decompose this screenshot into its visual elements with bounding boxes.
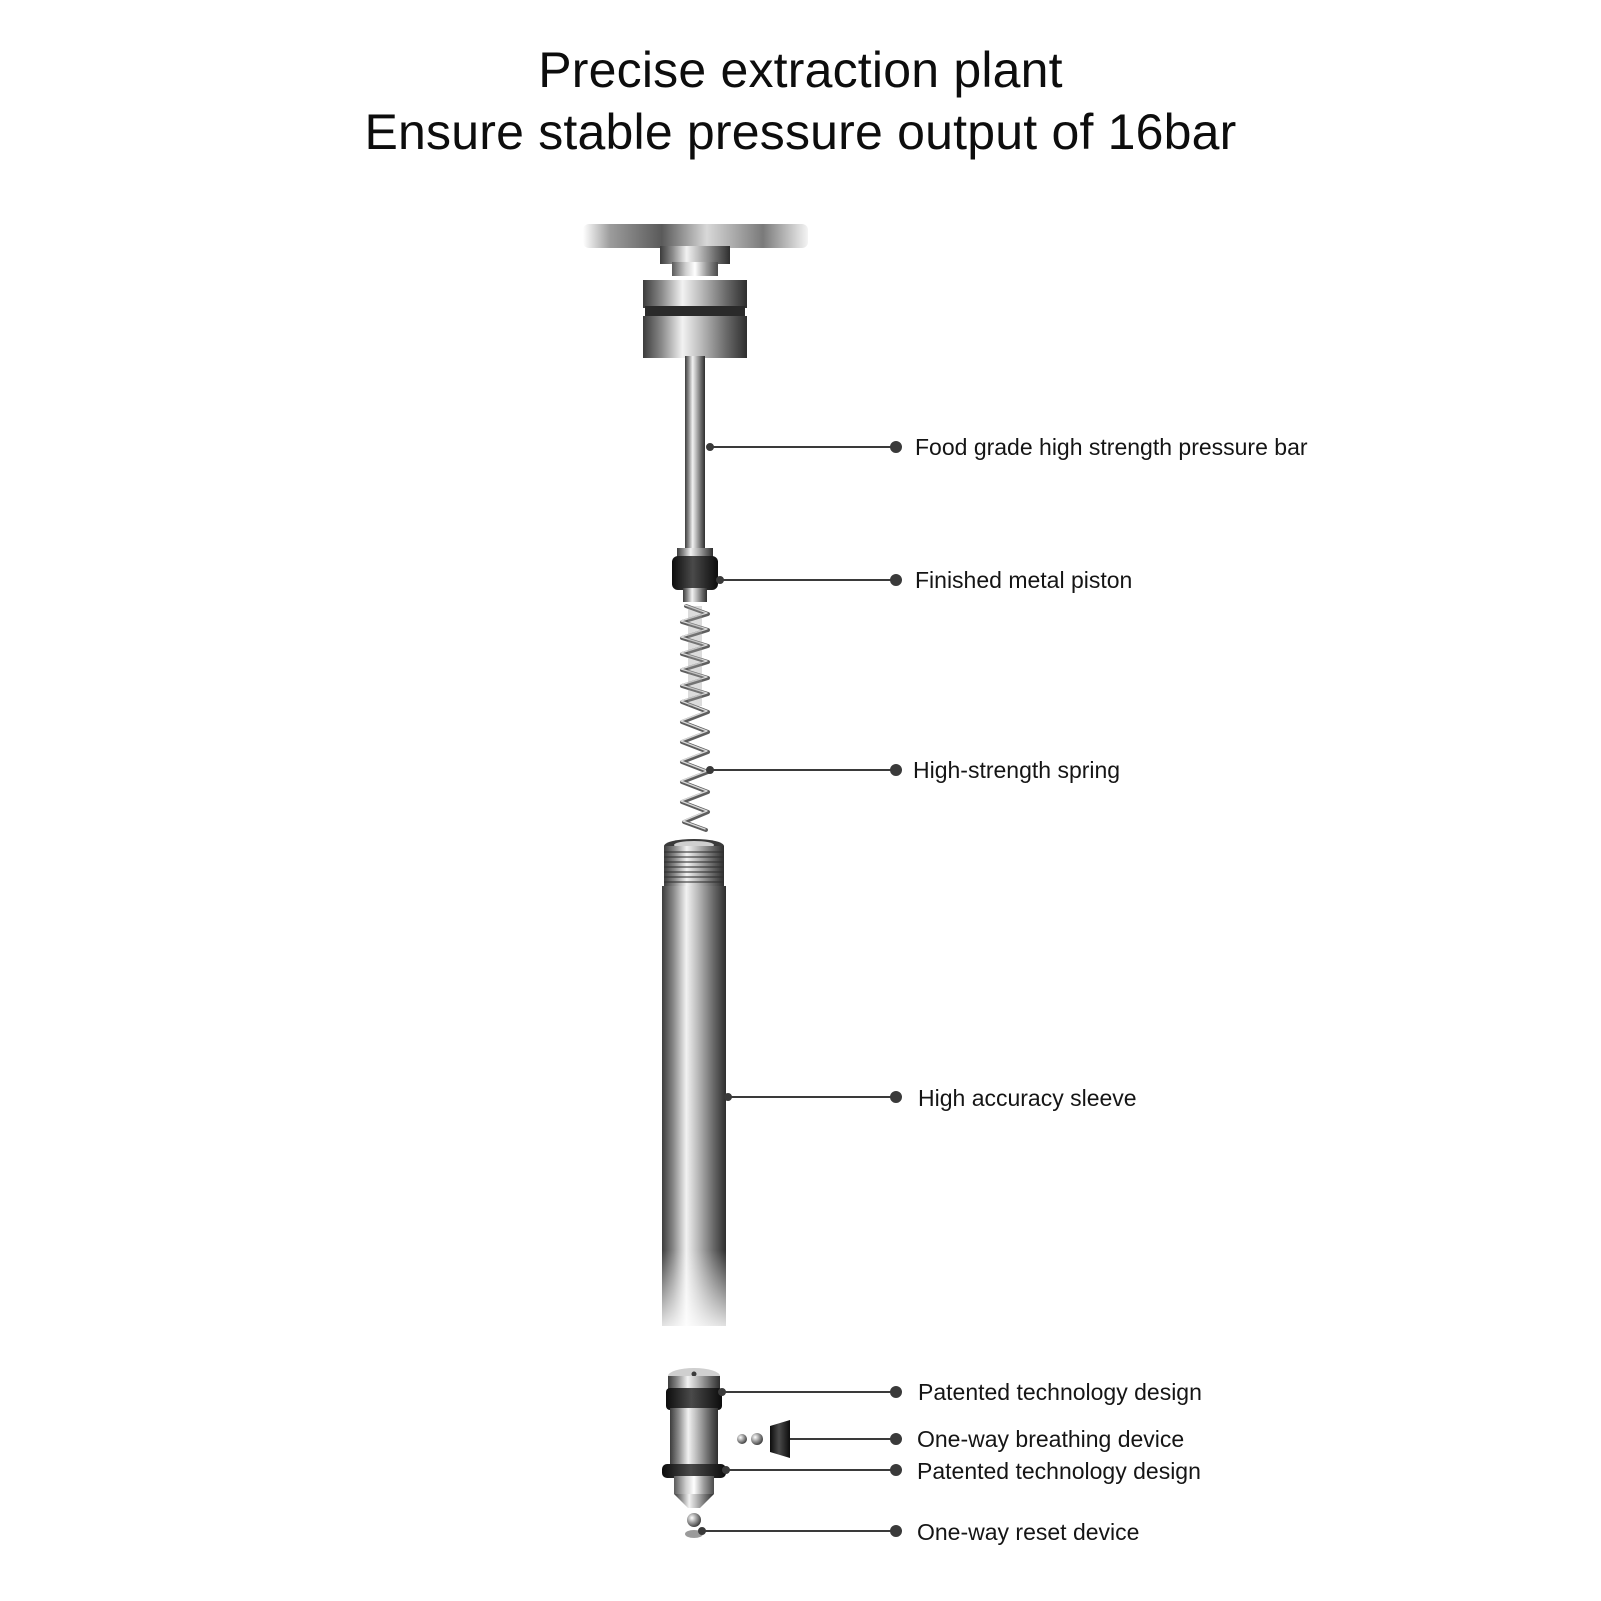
- callout-spring: High-strength spring: [913, 757, 1121, 783]
- pressure-bar-rod: [685, 356, 705, 551]
- title-line-1: Precise extraction plant: [538, 42, 1063, 98]
- callout-reset: One-way reset device: [917, 1519, 1140, 1545]
- callout-patented-1: Patented technology design: [918, 1379, 1202, 1405]
- spring: [681, 605, 708, 830]
- callout-breathing: One-way breathing device: [917, 1426, 1185, 1452]
- handle-disc: [583, 224, 808, 276]
- title-line-2: Ensure stable pressure output of 16bar: [364, 104, 1237, 160]
- handle-cap: [643, 280, 747, 358]
- leader-lines: [699, 442, 901, 1536]
- breathing-device-parts: [737, 1420, 790, 1458]
- callout-piston: Finished metal piston: [915, 567, 1133, 593]
- callout-sleeve: High accuracy sleeve: [918, 1085, 1137, 1111]
- callout-pressure-bar: Food grade high strength pressure bar: [915, 434, 1308, 460]
- piston: [672, 548, 718, 602]
- valve-assembly: [640, 1368, 750, 1576]
- callout-patented-2: Patented technology design: [917, 1458, 1201, 1484]
- sleeve: [662, 839, 726, 1330]
